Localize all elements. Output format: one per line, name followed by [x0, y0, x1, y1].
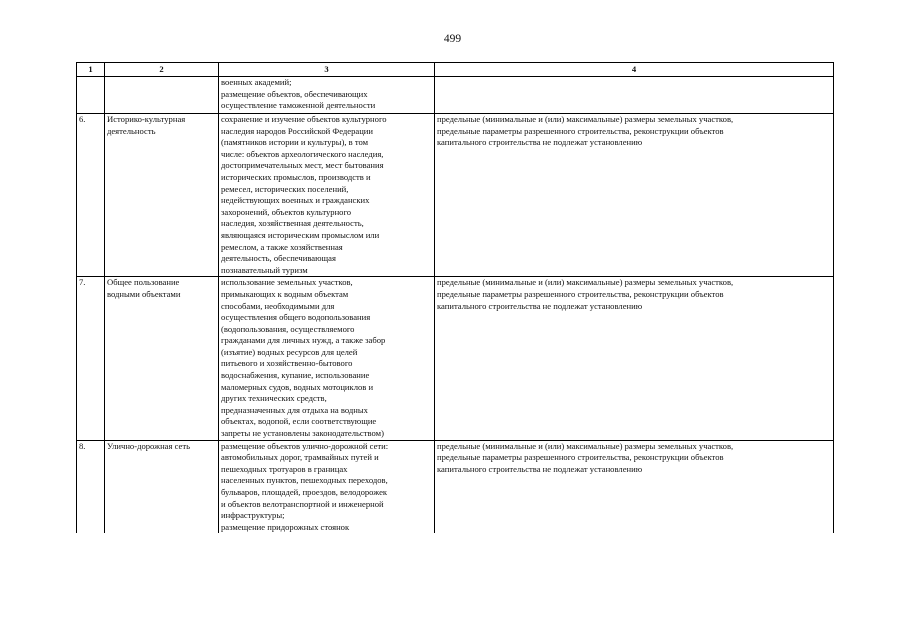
use-description: использование земельных участков, примыкающих к водным объектам способами, необходимыми для осуществления общего водопользования (водопользования, осуществляемого гражданами для личных нужд, а также забор (изъятие) водных ресурсов для целей питьевого и хозяйственно-бытового водоснабжения, купание, использование маломерных судов, водных мотоциклов и других технических средств, предназначенных для отдыха на водных объектах, водопой, если соответствующие запреты не установлены законодательством) [219, 277, 435, 440]
use-parameters: предельные (минимальные и (или) максимальные) размеры земельных участков, предельные параметры разрешенного строительства, реконструкции объектов капитального строительства не подлежат установлению [435, 114, 834, 277]
use-parameters [435, 77, 834, 114]
table-row [77, 277, 834, 440]
use-description: размещение объектов улично-дорожной сети: автомобильных дорог, трамвайных путей и пешеходных тротуаров в границах населенных пунктов, пешеходных переходов, бульваров, площадей, проездов, велодорожек и объектов велотранспортной и инженерной инфраструктуры; размещение придорожных стоянок [219, 440, 435, 533]
use-type-name: Историко-культурная деятельность [105, 114, 219, 277]
table-row [77, 440, 834, 533]
use-type-name [105, 77, 219, 114]
header-col-3: 3 [219, 63, 435, 77]
header-col-4: 4 [435, 63, 834, 77]
row-number [77, 77, 105, 114]
page-number: 499 [443, 33, 462, 45]
use-description: сохранение и изучение объектов культурного наследия народов Российской Федерации (памятников истории и культуры), в том числе: объектов археологического наследия, достопримечательных мест, мест бытования исторических промыслов, производств и ремесел, исторических поселений, недействующих военных и гражданских захоронений, объектов культурного наследия, хозяйственная деятельность, являющаяся историческим промыслом или ремеслом, а также хозяйственная деятельность, обеспечивающая познавательный туризм [219, 114, 435, 277]
row-number: 6. [77, 114, 105, 277]
use-type-name: Улично-дорожная сеть [105, 440, 219, 533]
header-col-1: 1 [77, 63, 105, 77]
use-parameters: предельные (минимальные и (или) максимальные) размеры земельных участков, предельные параметры разрешенного строительства, реконструкции объектов капитального строительства не подлежат установлению [435, 440, 834, 533]
use-type-name: Общее пользование водными объектами [105, 277, 219, 440]
table-row [77, 77, 834, 114]
use-parameters: предельные (минимальные и (или) максимальные) размеры земельных участков, предельные параметры разрешенного строительства, реконструкции объектов капитального строительства не подлежат установлению [435, 277, 834, 440]
header-col-2: 2 [105, 63, 219, 77]
row-number: 8. [77, 440, 105, 533]
row-number: 7. [77, 277, 105, 440]
zoning-table [76, 62, 834, 533]
table-row [77, 114, 834, 277]
use-description: военных академий; размещение объектов, обеспечивающих осуществление таможенной деятельности [219, 77, 435, 114]
table-header-row [77, 63, 834, 77]
